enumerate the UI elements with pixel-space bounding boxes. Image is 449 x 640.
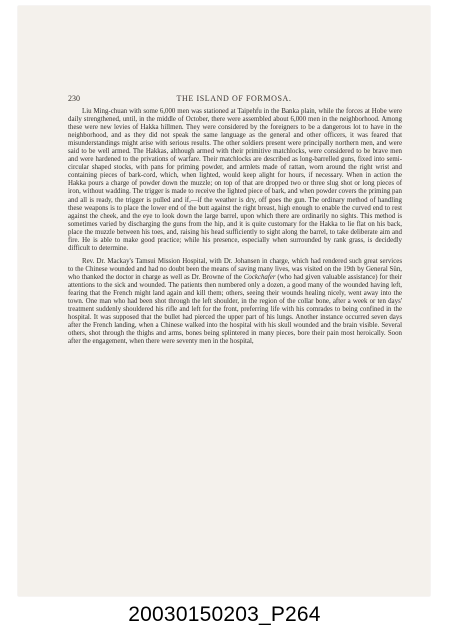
image-caption-id: 20030150203_P264 bbox=[128, 603, 321, 626]
running-title: THE ISLAND OF FORMOSA. bbox=[176, 94, 292, 103]
scanned-page bbox=[18, 6, 430, 596]
paragraph-text-before: Rev. Dr. Mackay's Tamsui Mission Hospital, with Dr. Johansen in charge, which had rendered such great services to the Chinese wounded and had no doubt been the means of saving many lives, was visited on the 19th by General Sün, who thanked the doctor in charge as well as Dr. Browne of the bbox=[68, 257, 402, 281]
body-text bbox=[68, 108, 402, 346]
paragraph-mission-hospital bbox=[68, 258, 402, 347]
page-number: 230 bbox=[68, 94, 80, 103]
ship-name-italic: Cockchafer bbox=[243, 273, 276, 281]
paragraph-hakka-levies: Liu Ming-chuan with some 6,000 men was stationed at Taipehfu in the Banka plain, while the forces at Hobe were daily strengthened, until, in the middle of October, there were assembled about 6,000 men in the neighborhood. Among these were new levies of Hakka hillmen. They were considered by the foreigners to be a dangerous lot to have in the neighborhood, and as they did not speak the same language as the general and other officers, it was feared that misunderstandings might arise with serious results. The other soldiers present were principally northern men, and were said to be well armed. The Hakkas, although armed with their primitive matchlocks, were considered to be brave men and were hardened to the privations of warfare. Their matchlocks are described as long-barrelled guns, fixed into semi-circular shaped stocks, with pans for priming powder, and armlets made of rattan, worn around the right wrist and containing pieces of bark-cord, which, when lighted, would keep alight for hours, if necessary. When in action the Hakka pours a charge of powder down the muzzle; on top of that are dropped two or three slug shot or long pieces of iron, without wadding. The trigger is made to receive the lighted piece of bark, and when powder covers the priming pan and all is ready, the trigger is pulled and if,—if the weather is dry, off goes the gun. The ordinary method of handling these weapons is to place the lower end of the butt against the right breast, high enough to enable the curved end to rest against the cheek, and the eye to look down the large barrel, upon which there are ordinarily no sights. This method is sometimes varied by discharging the guns from the hip, and it is quite customary for the Hakka to lie flat on his back, place the muzzle between his toes, and, raising his head sufficiently to sight along the barrel, to take deliberate aim and fire. He is able to make good practice; while his presence, especially when surrounded by rank grass, is decidedly difficult to determine. bbox=[68, 108, 402, 252]
paragraph-text-after: (who had given valuable assistance) for their attentions to the sick and wounded. The patients then numbered only a dozen, a good many of the wounded having left, fearing that the French might land again and kill them; others, seeing their wounds healing nicely, went away into the town. One man who had been shot through the left shoulder, in the region of the collar bone, after a week or ten days' treatment suddenly shouldered his rifle and left for the front, preferring life with his comrades to being confined in the hospital. It was supposed that the bullet had pierced the upper part of his lungs. Another instance occurred seven days after the French landing, when a Chinese walked into the hospital with his skull wounded and the brain visible. Several others, shot through the thighs and arms, bones being splintered in many pieces, bore their pain most heroically. Soon after the engagement, when there were seventy men in the hospital, bbox=[68, 273, 403, 346]
running-header bbox=[68, 94, 400, 106]
